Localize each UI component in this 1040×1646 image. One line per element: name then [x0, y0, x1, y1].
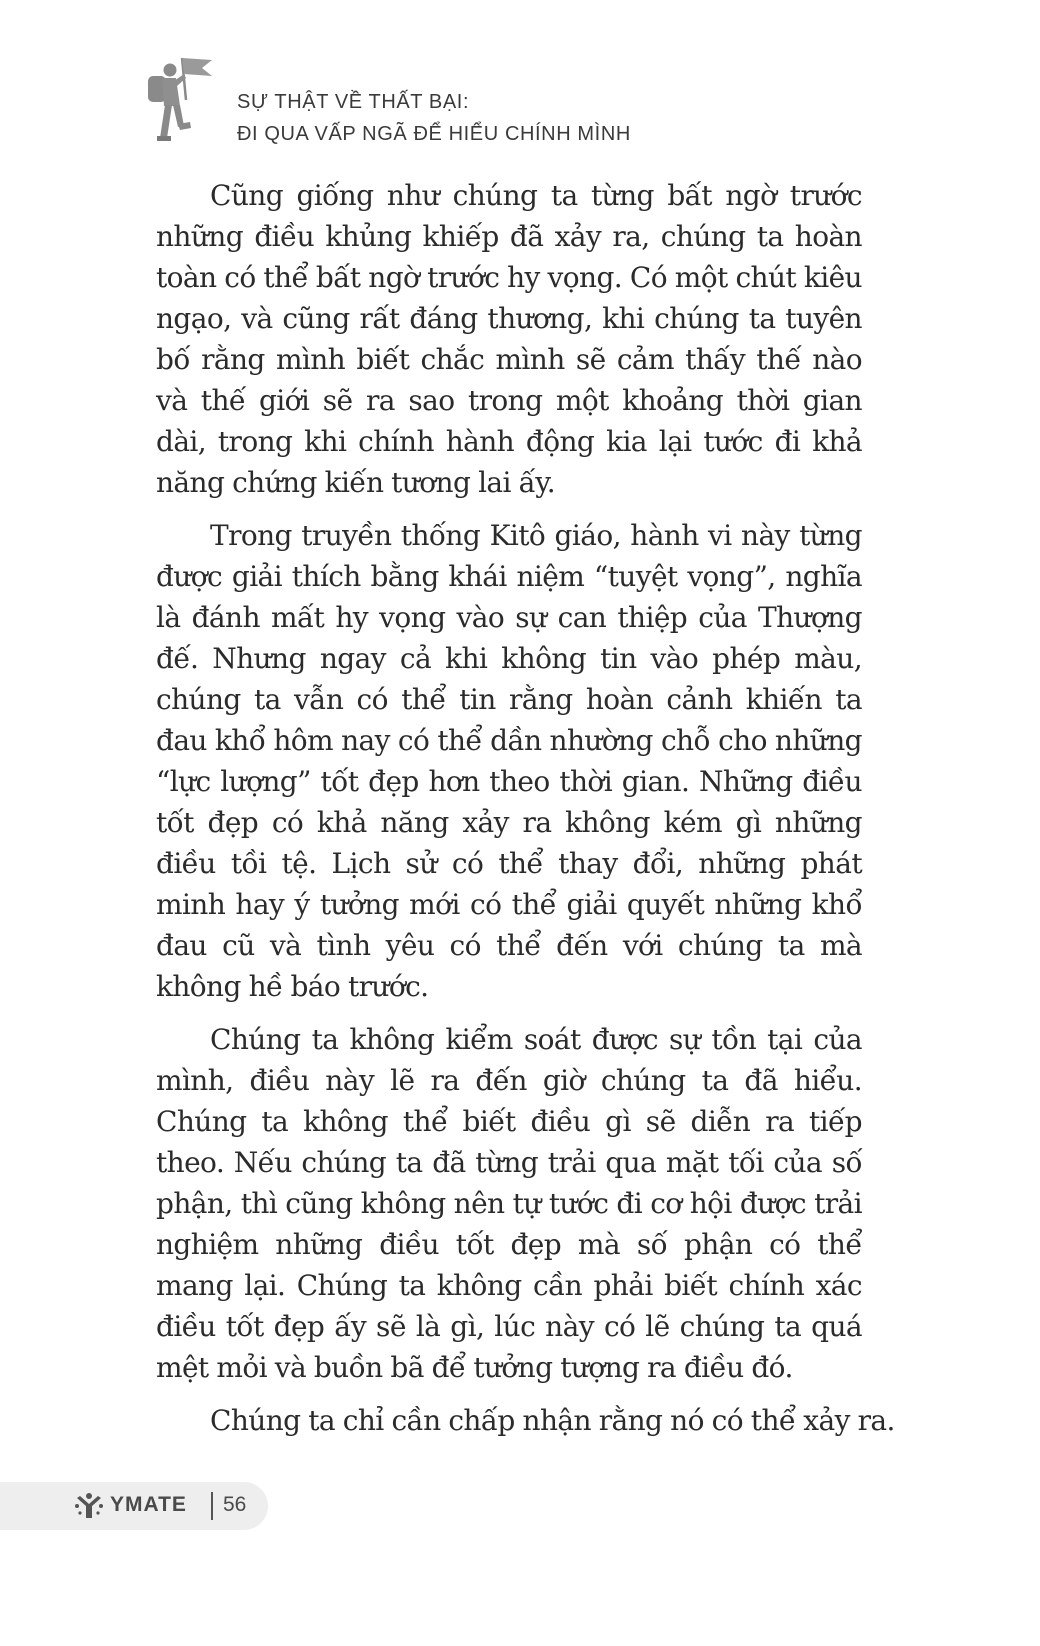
hiker-with-flag-icon: [140, 50, 230, 146]
paragraph-4: Chúng ta chỉ cần chấp nhận rằng nó có thể xảy ra.: [210, 1404, 895, 1437]
running-header: [0, 0, 1040, 160]
page-body: [156, 175, 895, 1453]
paragraph-3: Chúng ta không kiểm soát được sự tồn tại của mình, điều này lẽ ra đến giờ chúng ta đã hiểu. Chúng ta không thể biết điều gì sẽ diễn ra tiếp theo. Nếu chúng ta đã từng trải qua mặt tối của số phận, thì cũng không nên tự tước đi cơ hội được trải nghiệm những điều tốt đẹp mà số phận có thể mang lại. Chúng ta không cần phải biết chính xác điều tốt đẹp ấy sẽ là gì, lúc này có lẽ chúng ta quá mệt mỏi và buồn bã để tưởng tượng ra điều đó.: [156, 1023, 862, 1384]
book-title: [237, 86, 631, 150]
paragraph-1: Cũng giống như chúng ta từng bất ngờ trước những điều khủng khiếp đã xảy ra, chúng ta hoàn toàn có thể bất ngờ trước hy vọng. Có một chút kiêu ngạo, và cũng rất đáng thương, khi chúng ta tuyên bố rằng mình biết chắc mình sẽ cảm thấy thế nào và thế giới sẽ ra sao trong một khoảng thời gian dài, trong khi chính hành động kia lại tước đi khả năng chứng kiến tương lai ấy.: [156, 179, 862, 499]
page-number: 56: [223, 1493, 247, 1516]
publisher-brand: YMATE: [110, 1493, 187, 1516]
book-title-line-2: ĐI QUA VẤP NGÃ ĐỂ HIỂU CHÍNH MÌNH: [237, 123, 631, 145]
book-title-line-1: SỰ THẬT VỀ THẤT BẠI:: [237, 91, 470, 113]
page-footer: [0, 1482, 268, 1530]
ymate-logo-icon: [74, 1492, 104, 1520]
footer-divider: [211, 1492, 213, 1520]
paragraph-2: Trong truyền thống Kitô giáo, hành vi này từng được giải thích bằng khái niệm “tuyệt vọng”, nghĩa là đánh mất hy vọng vào sự can thiệp của Thượng đế. Nhưng ngay cả khi không tin vào phép màu, chúng ta vẫn có thể tin rằng hoàn cảnh khiến ta đau khổ hôm nay có thể dần nhường chỗ cho những “lực lượng” tốt đẹp hơn theo thời gian. Những điều tốt đẹp có khả năng xảy ra không kém gì những điều tồi tệ. Lịch sử có thể thay đổi, những phát minh hay ý tưởng mới có thể giải quyết những khổ đau cũ và tình yêu có thể đến với chúng ta mà không hề báo trước.: [156, 519, 862, 1003]
